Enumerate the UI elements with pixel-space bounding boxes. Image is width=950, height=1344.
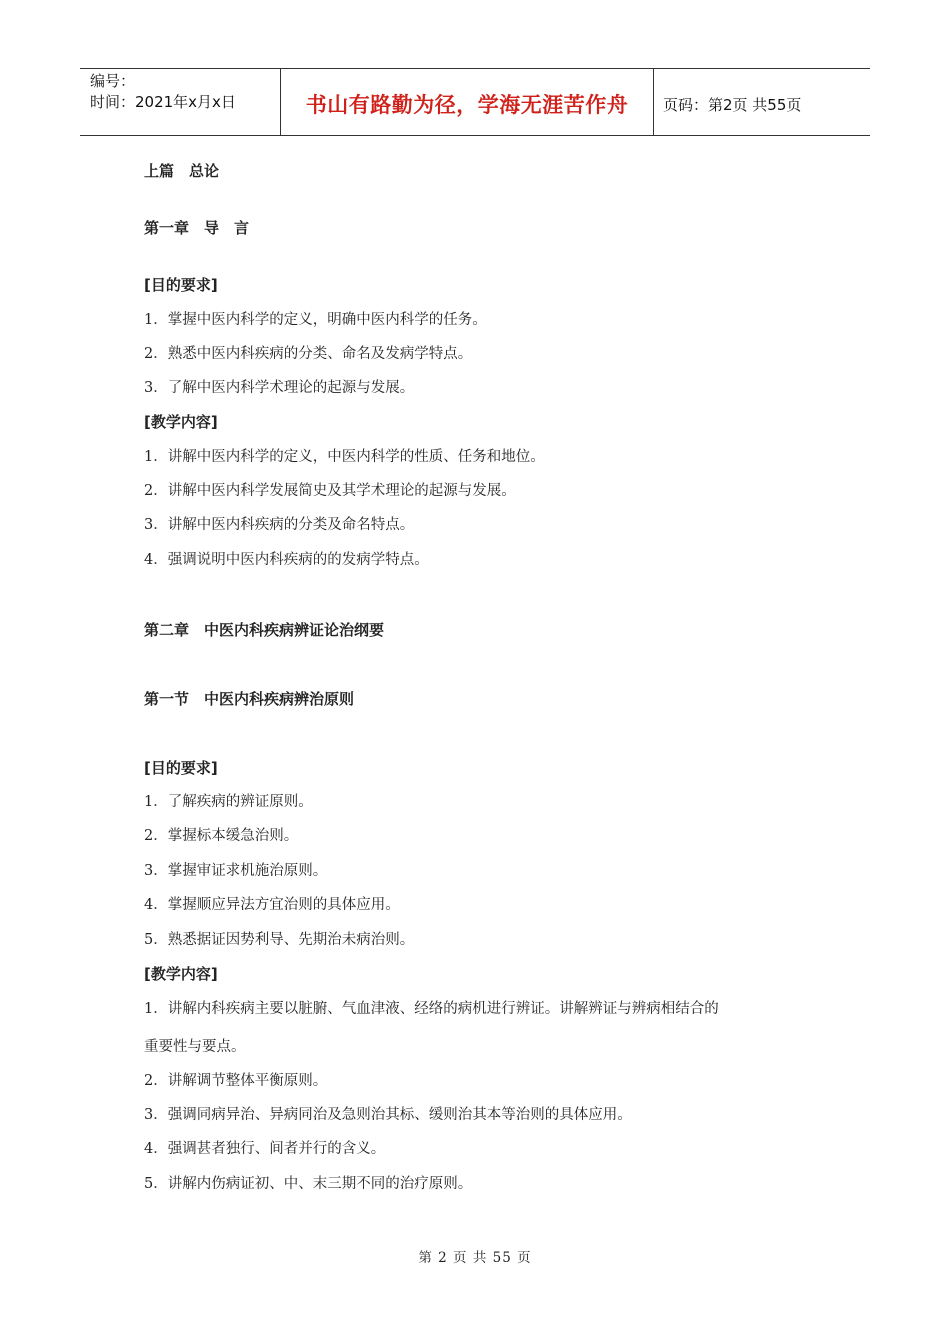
- list-item: 4．强调说明中医内科疾病的的发病学特点。: [144, 552, 429, 568]
- part-title: 上篇 总论: [144, 162, 220, 180]
- list-item: 2．熟悉中医内科疾病的分类、命名及发病学特点。: [144, 346, 473, 362]
- page-header: [80, 68, 870, 136]
- list-item: 3．讲解中医内科疾病的分类及命名特点。: [144, 517, 415, 533]
- list-item: 1．了解疾病的辨证原则。: [144, 794, 313, 810]
- list-item: 4．强调甚者独行、间者并行的含义。: [144, 1141, 386, 1157]
- list-item: 4．掌握顺应异法方宜治则的具体应用。: [144, 897, 400, 913]
- list-item: 3．强调同病异治、异病同治及急则治其标、缓则治其本等治则的具体应用。: [144, 1107, 632, 1123]
- serial-label: 编号：: [90, 72, 136, 90]
- chapter-1-title: 第一章 导 言: [144, 219, 250, 237]
- ch1-content-title: [教学内容]: [144, 413, 218, 431]
- ch1-goals-title: [目的要求]: [144, 276, 218, 294]
- list-item: 2．讲解调节整体平衡原则。: [144, 1073, 328, 1089]
- list-item: 2．掌握标本缓急治则。: [144, 828, 299, 844]
- header-page-label: 页码：第2页 共55页: [663, 95, 802, 114]
- list-item: 5．讲解内伤病证初、中、末三期不同的治疗原则。: [144, 1176, 473, 1192]
- section-1-title: 第一节 中医内科疾病辨治原则: [144, 690, 355, 708]
- header-motto: 书山有路勤为径，学海无涯苦作舟: [281, 69, 654, 135]
- list-item: 3．掌握审证求机施治原则。: [144, 863, 328, 879]
- sec1-content-title: [教学内容]: [144, 965, 218, 983]
- chapter-2-title: 第二章 中医内科疾病辨证论治纲要: [144, 621, 385, 639]
- page-footer: 第 2 页 共 55 页: [418, 1250, 532, 1266]
- list-item: 2．讲解中医内科学发展简史及其学术理论的起源与发展。: [144, 483, 516, 499]
- sec1-goals-title: [目的要求]: [144, 759, 218, 777]
- header-meta: [80, 69, 281, 135]
- list-item: 重要性与要点。: [144, 1039, 246, 1055]
- list-item: 3．了解中医内科学术理论的起源与发展。: [144, 380, 415, 396]
- list-item: 1．掌握中医内科学的定义，明确中医内科学的任务。: [144, 312, 487, 328]
- list-item: 1．讲解内科疾病主要以脏腑、气血津液、经络的病机进行辨证。讲解辨证与辨病相结合的: [144, 1001, 719, 1017]
- list-item: 5．熟悉据证因势利导、先期治未病治则。: [144, 932, 415, 948]
- date-label: 时间：2021年x月x日: [90, 93, 236, 111]
- list-item: 1．讲解中医内科学的定义，中医内科学的性质、任务和地位。: [144, 449, 545, 465]
